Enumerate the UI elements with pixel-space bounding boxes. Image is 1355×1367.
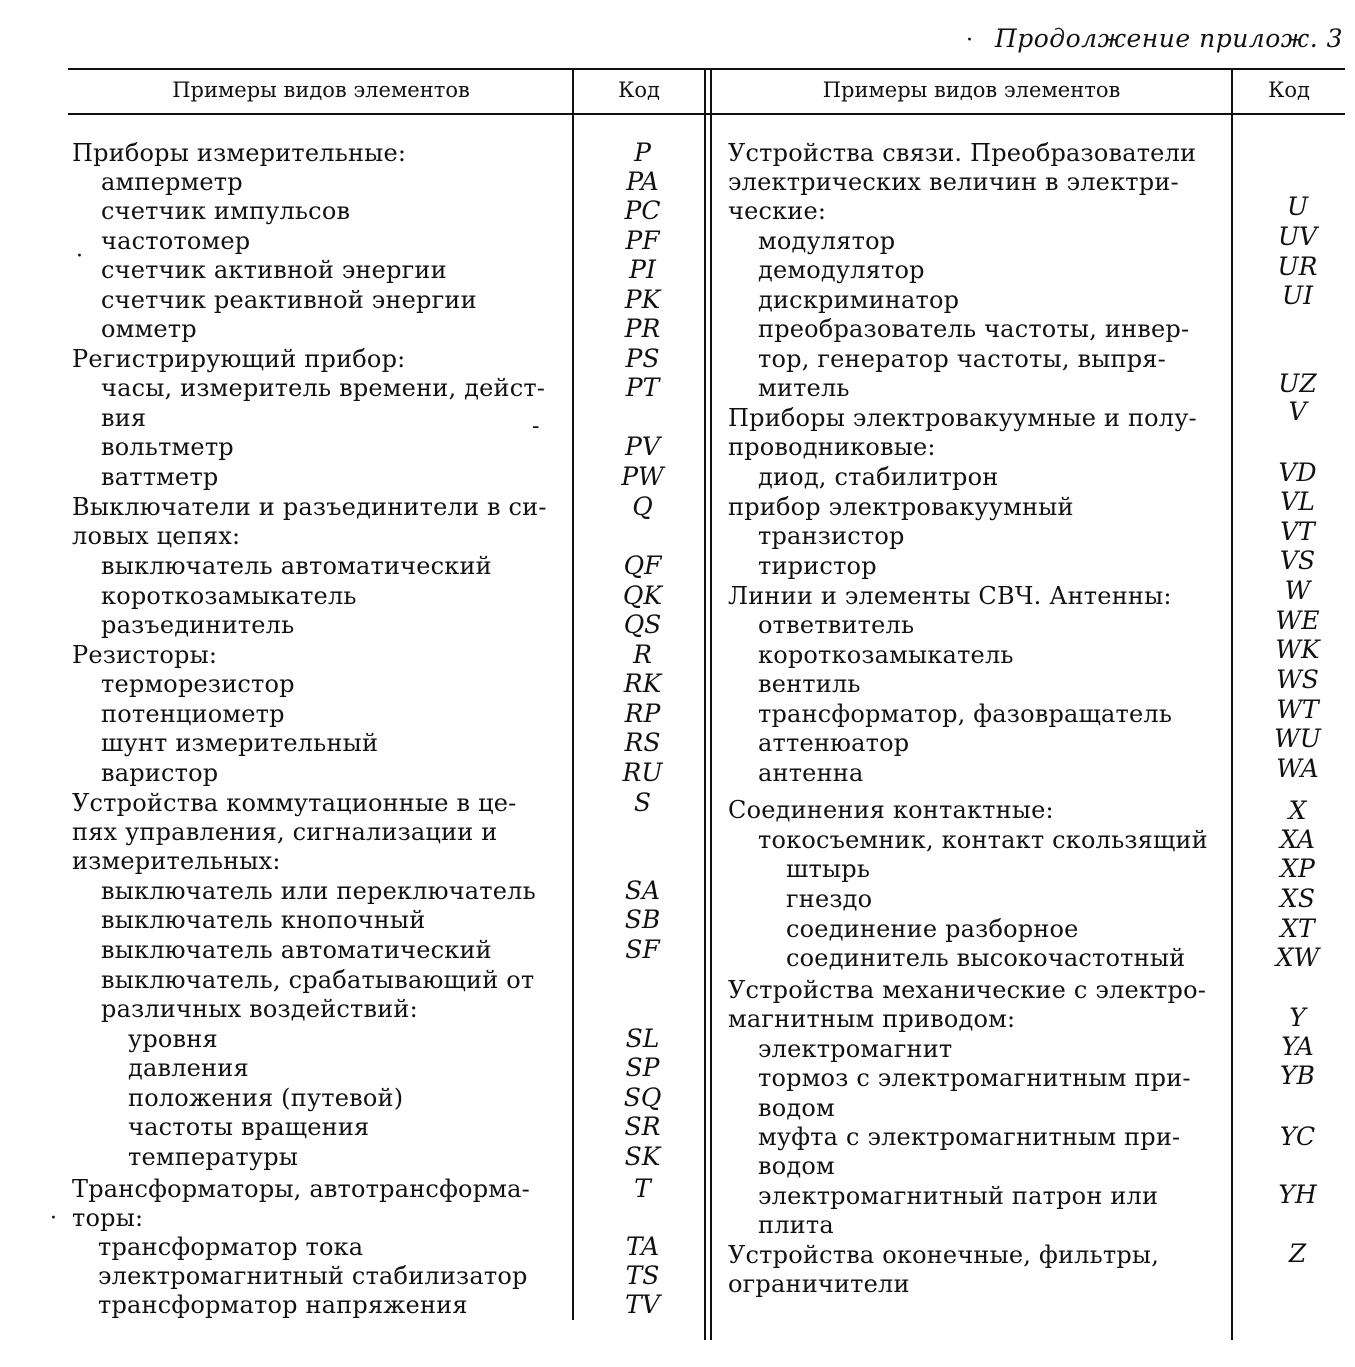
right-item: плита (758, 1211, 834, 1239)
left-item: выключатель, срабатывающий от (101, 966, 535, 994)
right-item: водом (758, 1152, 835, 1180)
left-item: ловых цепях: (72, 522, 241, 550)
left-code: SF (625, 935, 660, 964)
right-code: W (1284, 576, 1311, 605)
left-code: T (634, 1174, 651, 1203)
right-item: короткозамыкатель (758, 641, 1014, 669)
left-item: Выключатели и разъединители в си- (72, 493, 547, 521)
left-code: S (633, 788, 652, 817)
right-code: VL (1280, 487, 1315, 516)
header-left-name: Примеры видов элементов (172, 78, 470, 102)
right-code: UI (1282, 281, 1313, 310)
left-item: температуры (128, 1143, 299, 1171)
right-item: преобразователь частоты, инвер- (758, 315, 1190, 343)
left-code: SK (624, 1142, 661, 1171)
right-code: Z (1288, 1239, 1307, 1268)
right-item: ческие: (728, 197, 827, 225)
right-item: антенна (758, 759, 864, 787)
left-item: счетчик активной энергии (101, 256, 447, 284)
left-item: Приборы измерительные: (72, 139, 407, 167)
left-code: SP (625, 1053, 660, 1082)
right-code: Y (1289, 1003, 1306, 1032)
center-double-rule-b (710, 68, 712, 1340)
right-item: электромагнитный патрон или (758, 1182, 1159, 1210)
right-item: водом (758, 1094, 835, 1122)
left-code: TS (625, 1261, 660, 1290)
table-top-rule (68, 68, 1345, 70)
left-item: выключатель автоматический (101, 552, 492, 580)
left-code: PT (625, 373, 660, 402)
left-item: Трансформаторы, автотрансформа- (72, 1175, 530, 1203)
right-item: диод, стабилитрон (758, 463, 999, 491)
left-item: шунт измерительный (101, 729, 379, 757)
right-item: магнитным приводом: (728, 1005, 1016, 1033)
right-item: соединитель высокочастотный (786, 944, 1186, 972)
left-item: выключатель автоматический (101, 936, 492, 964)
right-item: демодулятор (758, 256, 925, 284)
left-item: счетчик реактивной энергии (101, 286, 477, 314)
right-item: трансформатор, фазовращатель (758, 700, 1173, 728)
right-item: митель (758, 374, 850, 402)
right-code: UZ (1278, 369, 1317, 398)
left-item: Регистрирующий прибор: (72, 345, 406, 373)
left-item: давления (128, 1054, 249, 1082)
right-code-divider (1231, 68, 1233, 1340)
left-code: RP (624, 699, 661, 728)
right-item: тиристор (758, 552, 877, 580)
right-code: WU (1274, 724, 1321, 753)
right-item: штырь (786, 855, 871, 883)
right-code: YA (1281, 1032, 1314, 1061)
left-item: амперметр (101, 168, 243, 196)
left-item: выключатель кнопочный (101, 906, 426, 934)
right-code: VS (1279, 546, 1316, 575)
left-item: Резисторы: (72, 641, 218, 669)
right-code: VT (1280, 517, 1315, 546)
right-code: YH (1278, 1180, 1317, 1209)
left-code: TV (625, 1290, 660, 1319)
left-code: SR (624, 1112, 661, 1141)
right-item: транзистор (758, 522, 905, 550)
left-item: различных воздействий: (101, 995, 418, 1023)
table-header-rule (68, 113, 1345, 115)
stray-mark: · (50, 1206, 57, 1231)
left-code: Q (632, 492, 653, 521)
left-item: частотомер (101, 227, 251, 255)
right-item: дискриминатор (758, 286, 960, 314)
stray-mark: · (76, 244, 83, 269)
right-item: Приборы электровакуумные и полу- (728, 404, 1197, 432)
left-item: частоты вращения (128, 1113, 370, 1141)
center-double-rule-a (704, 68, 706, 1340)
left-item: разъединитель (101, 611, 295, 639)
right-item: вентиль (758, 670, 861, 698)
right-code: XP (1280, 854, 1315, 883)
left-code: TA (625, 1232, 660, 1261)
right-code: XA (1280, 825, 1315, 854)
right-code: WS (1276, 665, 1319, 694)
left-item: вия (101, 404, 147, 432)
header-right-code: Код (1268, 78, 1310, 102)
left-code: PS (625, 344, 660, 373)
right-item: Соединения контактные: (728, 796, 1054, 824)
right-item: ответвитель (758, 611, 915, 639)
header-left-code: Код (618, 78, 660, 102)
left-item: трансформатор тока (98, 1233, 364, 1261)
right-item: прибор электровакуумный (728, 493, 1074, 521)
right-code: YB (1280, 1061, 1315, 1090)
right-item: аттенюатор (758, 729, 910, 757)
left-item: короткозамыкатель (101, 582, 357, 610)
left-code: PF (625, 226, 660, 255)
left-code: PI (629, 255, 656, 284)
right-code: WA (1276, 754, 1319, 783)
left-code-divider (572, 68, 574, 1320)
right-item: ограничители (728, 1270, 910, 1298)
right-code: U (1286, 192, 1309, 221)
left-item: выключатель или переключатель (101, 877, 536, 905)
right-item: тор, генератор частоты, выпря- (758, 345, 1166, 373)
left-item: электромагнитный стабилизатор (98, 1262, 528, 1290)
left-code: SL (625, 1024, 660, 1053)
left-code: P (634, 138, 651, 167)
right-code: WE (1275, 606, 1320, 635)
left-item: положения (путевой) (128, 1084, 404, 1112)
left-code: QF (623, 551, 662, 580)
right-code: XS (1280, 884, 1315, 913)
right-item: Линии и элементы СВЧ. Антенны: (728, 582, 1172, 610)
right-code: WT (1276, 695, 1319, 724)
left-code: SA (624, 876, 661, 905)
right-code: V (1288, 397, 1307, 426)
left-code: PC (624, 196, 661, 225)
left-item: Устройства коммутационные в це- (72, 789, 517, 817)
left-code: PW (621, 462, 664, 491)
left-code: SQ (623, 1083, 662, 1112)
right-code: XT (1280, 914, 1315, 943)
header-right-name: Примеры видов элементов (822, 78, 1121, 102)
left-item: омметр (101, 315, 197, 343)
left-item: потенциометр (101, 700, 285, 728)
right-item: токосъемник, контакт скользящий (758, 826, 1208, 854)
right-item: тормоз с электромагнитным при- (758, 1064, 1191, 1092)
right-code: WK (1275, 635, 1320, 664)
right-item: электромагнит (758, 1035, 953, 1063)
right-item: Устройства связи. Преобразователи (728, 139, 1197, 167)
right-code: UR (1277, 252, 1318, 281)
right-item: проводниковые: (728, 433, 936, 461)
left-item: уровня (128, 1025, 218, 1053)
left-code: RS (624, 728, 661, 757)
left-item: трансформатор напряжения (98, 1291, 468, 1319)
right-item: гнездо (786, 885, 873, 913)
left-code: PA (626, 167, 659, 196)
right-code: X (1288, 796, 1307, 825)
left-code: QS (623, 610, 662, 639)
right-code: XW (1275, 943, 1320, 972)
right-item: муфта с электромагнитным при- (758, 1123, 1181, 1151)
right-item: Устройства оконечные, фильтры, (728, 1241, 1160, 1269)
right-code: VD (1278, 458, 1317, 487)
left-code: PK (624, 285, 661, 314)
stray-mark: - (532, 414, 540, 439)
right-item: электрических величин в электри- (728, 168, 1179, 196)
left-code: PR (624, 314, 661, 343)
continuation-label: Продолжение прилож. 3 (994, 24, 1343, 53)
right-item: Устройства механические с электро- (728, 976, 1207, 1004)
right-code: YC (1279, 1122, 1316, 1151)
left-item: вольтметр (101, 433, 234, 461)
right-item: соединение разборное (786, 915, 1079, 943)
left-code: RU (622, 758, 663, 787)
left-item: варистор (101, 759, 219, 787)
left-code: QK (622, 581, 663, 610)
left-code: SB (624, 905, 661, 934)
stray-mark: · (966, 28, 973, 53)
left-item: пях управления, сигнализации и (72, 818, 498, 846)
left-item: торы: (72, 1204, 144, 1232)
right-code: UV (1277, 222, 1318, 251)
left-item: ваттметр (101, 463, 219, 491)
left-item: терморезистор (101, 670, 295, 698)
left-code: R (633, 640, 652, 669)
right-item: модулятор (758, 227, 896, 255)
left-item: счетчик импульсов (101, 197, 351, 225)
left-code: RK (623, 669, 662, 698)
left-code: PV (625, 432, 660, 461)
left-item: измерительных: (72, 847, 281, 875)
left-item: часы, измеритель времени, дейст- (101, 374, 546, 402)
